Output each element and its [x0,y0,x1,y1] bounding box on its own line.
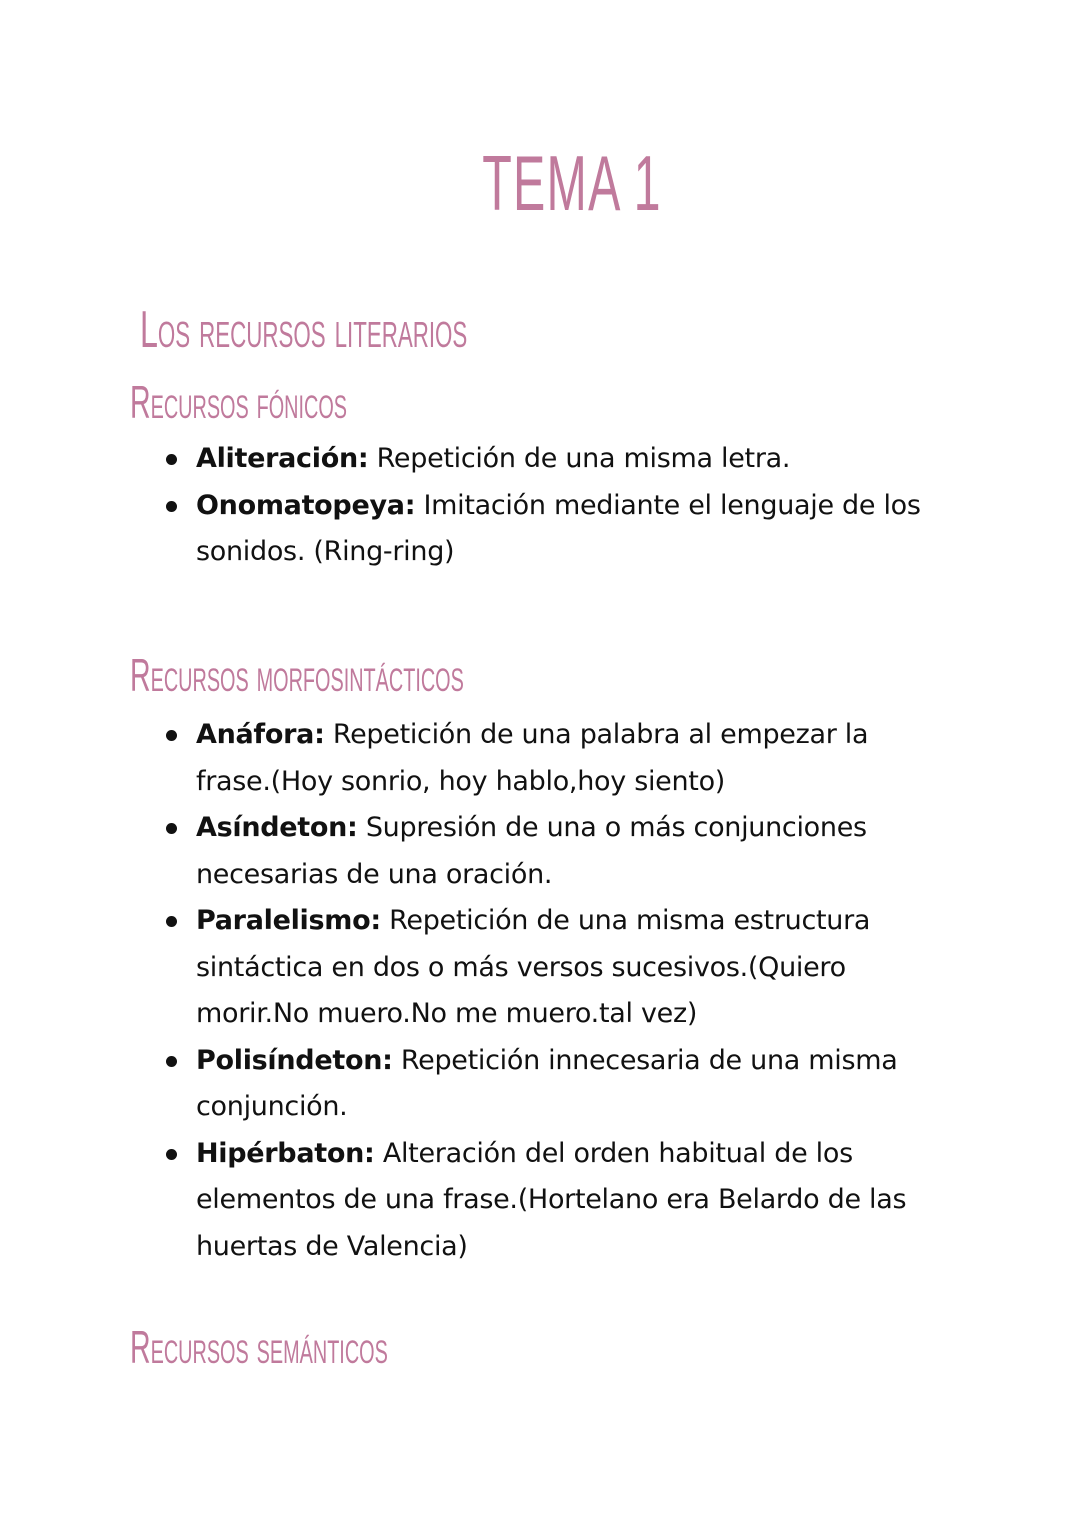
term-label: Polisíndeton: [196,1044,393,1076]
list-item [160,483,940,576]
list-item [160,1131,940,1271]
term-label: Anáfora: [196,719,325,750]
term-label: Hipérbaton: [196,1137,375,1169]
term-definition: Repetición de una misma letra. [368,443,791,474]
term-label: Asíndeton: [196,812,358,843]
list-item [160,805,940,898]
term-definition: Repetición de una palabra al empezar la frase.(Hoy sonrio, hoy hablo,hoy siento) [196,719,869,797]
term-definition: Alteración del orden habitual de los elementos de una frase.(Hortelano era Belardo de las huertas de Valencia) [196,1137,907,1262]
bullet-icon [166,1056,177,1067]
page-title: TEMA 1 [482,139,662,227]
list-item [160,712,940,805]
bullet-icon [166,454,177,465]
section-heading-fonicos: Recursos fónicos [130,376,348,428]
bullet-icon [166,501,177,512]
list-fonicos [160,436,940,576]
list-item [160,898,940,1038]
main-heading: Los recursos literarios [140,301,468,359]
section-heading-morfosintacticos: Recursos morfosintácticos [130,649,464,701]
bullet-icon [166,1149,177,1160]
bullet-icon [166,823,177,834]
term-label: Paralelismo: [196,905,381,936]
bullet-icon [166,730,177,741]
list-morfosintacticos [160,712,940,1270]
term-label: Aliteración: [196,443,369,474]
list-item [160,1038,940,1131]
section-heading-semanticos: Recursos semánticos [130,1321,388,1373]
list-item [160,436,940,483]
term-label: Onomatopeya: [196,489,416,521]
bullet-icon [166,916,177,927]
term-definition: Repetición de una misma estructura sintáctica en dos o más versos sucesivos.(Quiero morir.No muero.No me muero.tal vez) [196,905,871,1029]
term-definition: Supresión de una o más conjunciones necesarias de una oración. [196,812,867,890]
term-definition: Repetición innecesaria de una misma conjunción. [196,1044,898,1122]
term-definition: Imitación mediante el lenguaje de los sonidos. (Ring-ring) [196,489,921,567]
